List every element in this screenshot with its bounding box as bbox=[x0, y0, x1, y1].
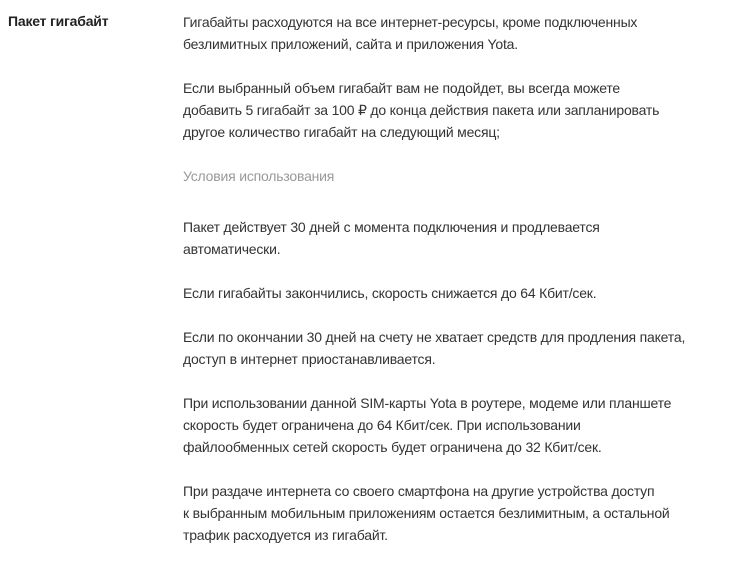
text-line: Гигабайты расходуются на все интернет-ресурсы, кроме подключенных bbox=[183, 14, 638, 30]
text-line: безлимитных приложений, сайта и приложения Yota. bbox=[183, 36, 518, 52]
condition-paragraph bbox=[183, 326, 733, 370]
text-line: доступ в интернет приостанавливается. bbox=[183, 351, 436, 367]
section-content bbox=[183, 11, 733, 568]
text-line: автоматически. bbox=[183, 241, 281, 257]
text-line: Если по окончании 30 дней на счету не хватает средств для продления пакета, bbox=[183, 329, 686, 345]
text-line: Пакет действует 30 дней с момента подключения и продлевается bbox=[183, 219, 600, 235]
intro-paragraph bbox=[183, 11, 733, 55]
text-line: другое количество гигабайт на следующий месяц; bbox=[183, 124, 500, 140]
text-line: При использовании данной SIM-карты Yota в роутере, модеме или планшете bbox=[183, 395, 672, 411]
condition-paragraph bbox=[183, 282, 733, 304]
text-line: добавить 5 гигабайт за 100 ₽ до конца действия пакета или запланировать bbox=[183, 102, 660, 118]
condition-paragraph bbox=[183, 480, 733, 546]
text-line: к выбранным мобильным приложениям остается безлимитным, а остальной bbox=[183, 505, 670, 521]
text-line: При раздаче интернета со своего смартфона на другие устройства доступ bbox=[183, 483, 655, 499]
section-title: Пакет гигабайт bbox=[8, 13, 109, 29]
intro-paragraph bbox=[183, 77, 733, 143]
text-line: файлообменных сетей скорость будет ограничена до 32 Кбит/сек. bbox=[183, 439, 602, 455]
condition-paragraph bbox=[183, 392, 733, 458]
text-line: Если выбранный объем гигабайт вам не подойдет, вы всегда можете bbox=[183, 80, 621, 96]
text-line: трафик расходуется из гигабайт. bbox=[183, 527, 388, 543]
conditions-heading: Условия использования bbox=[183, 168, 335, 184]
text-line: Если гигабайты закончились, скорость снижается до 64 Кбит/сек. bbox=[183, 285, 597, 301]
text-line: скорость будет ограничена до 64 Кбит/сек. При использовании bbox=[183, 417, 581, 433]
condition-paragraph bbox=[183, 216, 733, 260]
